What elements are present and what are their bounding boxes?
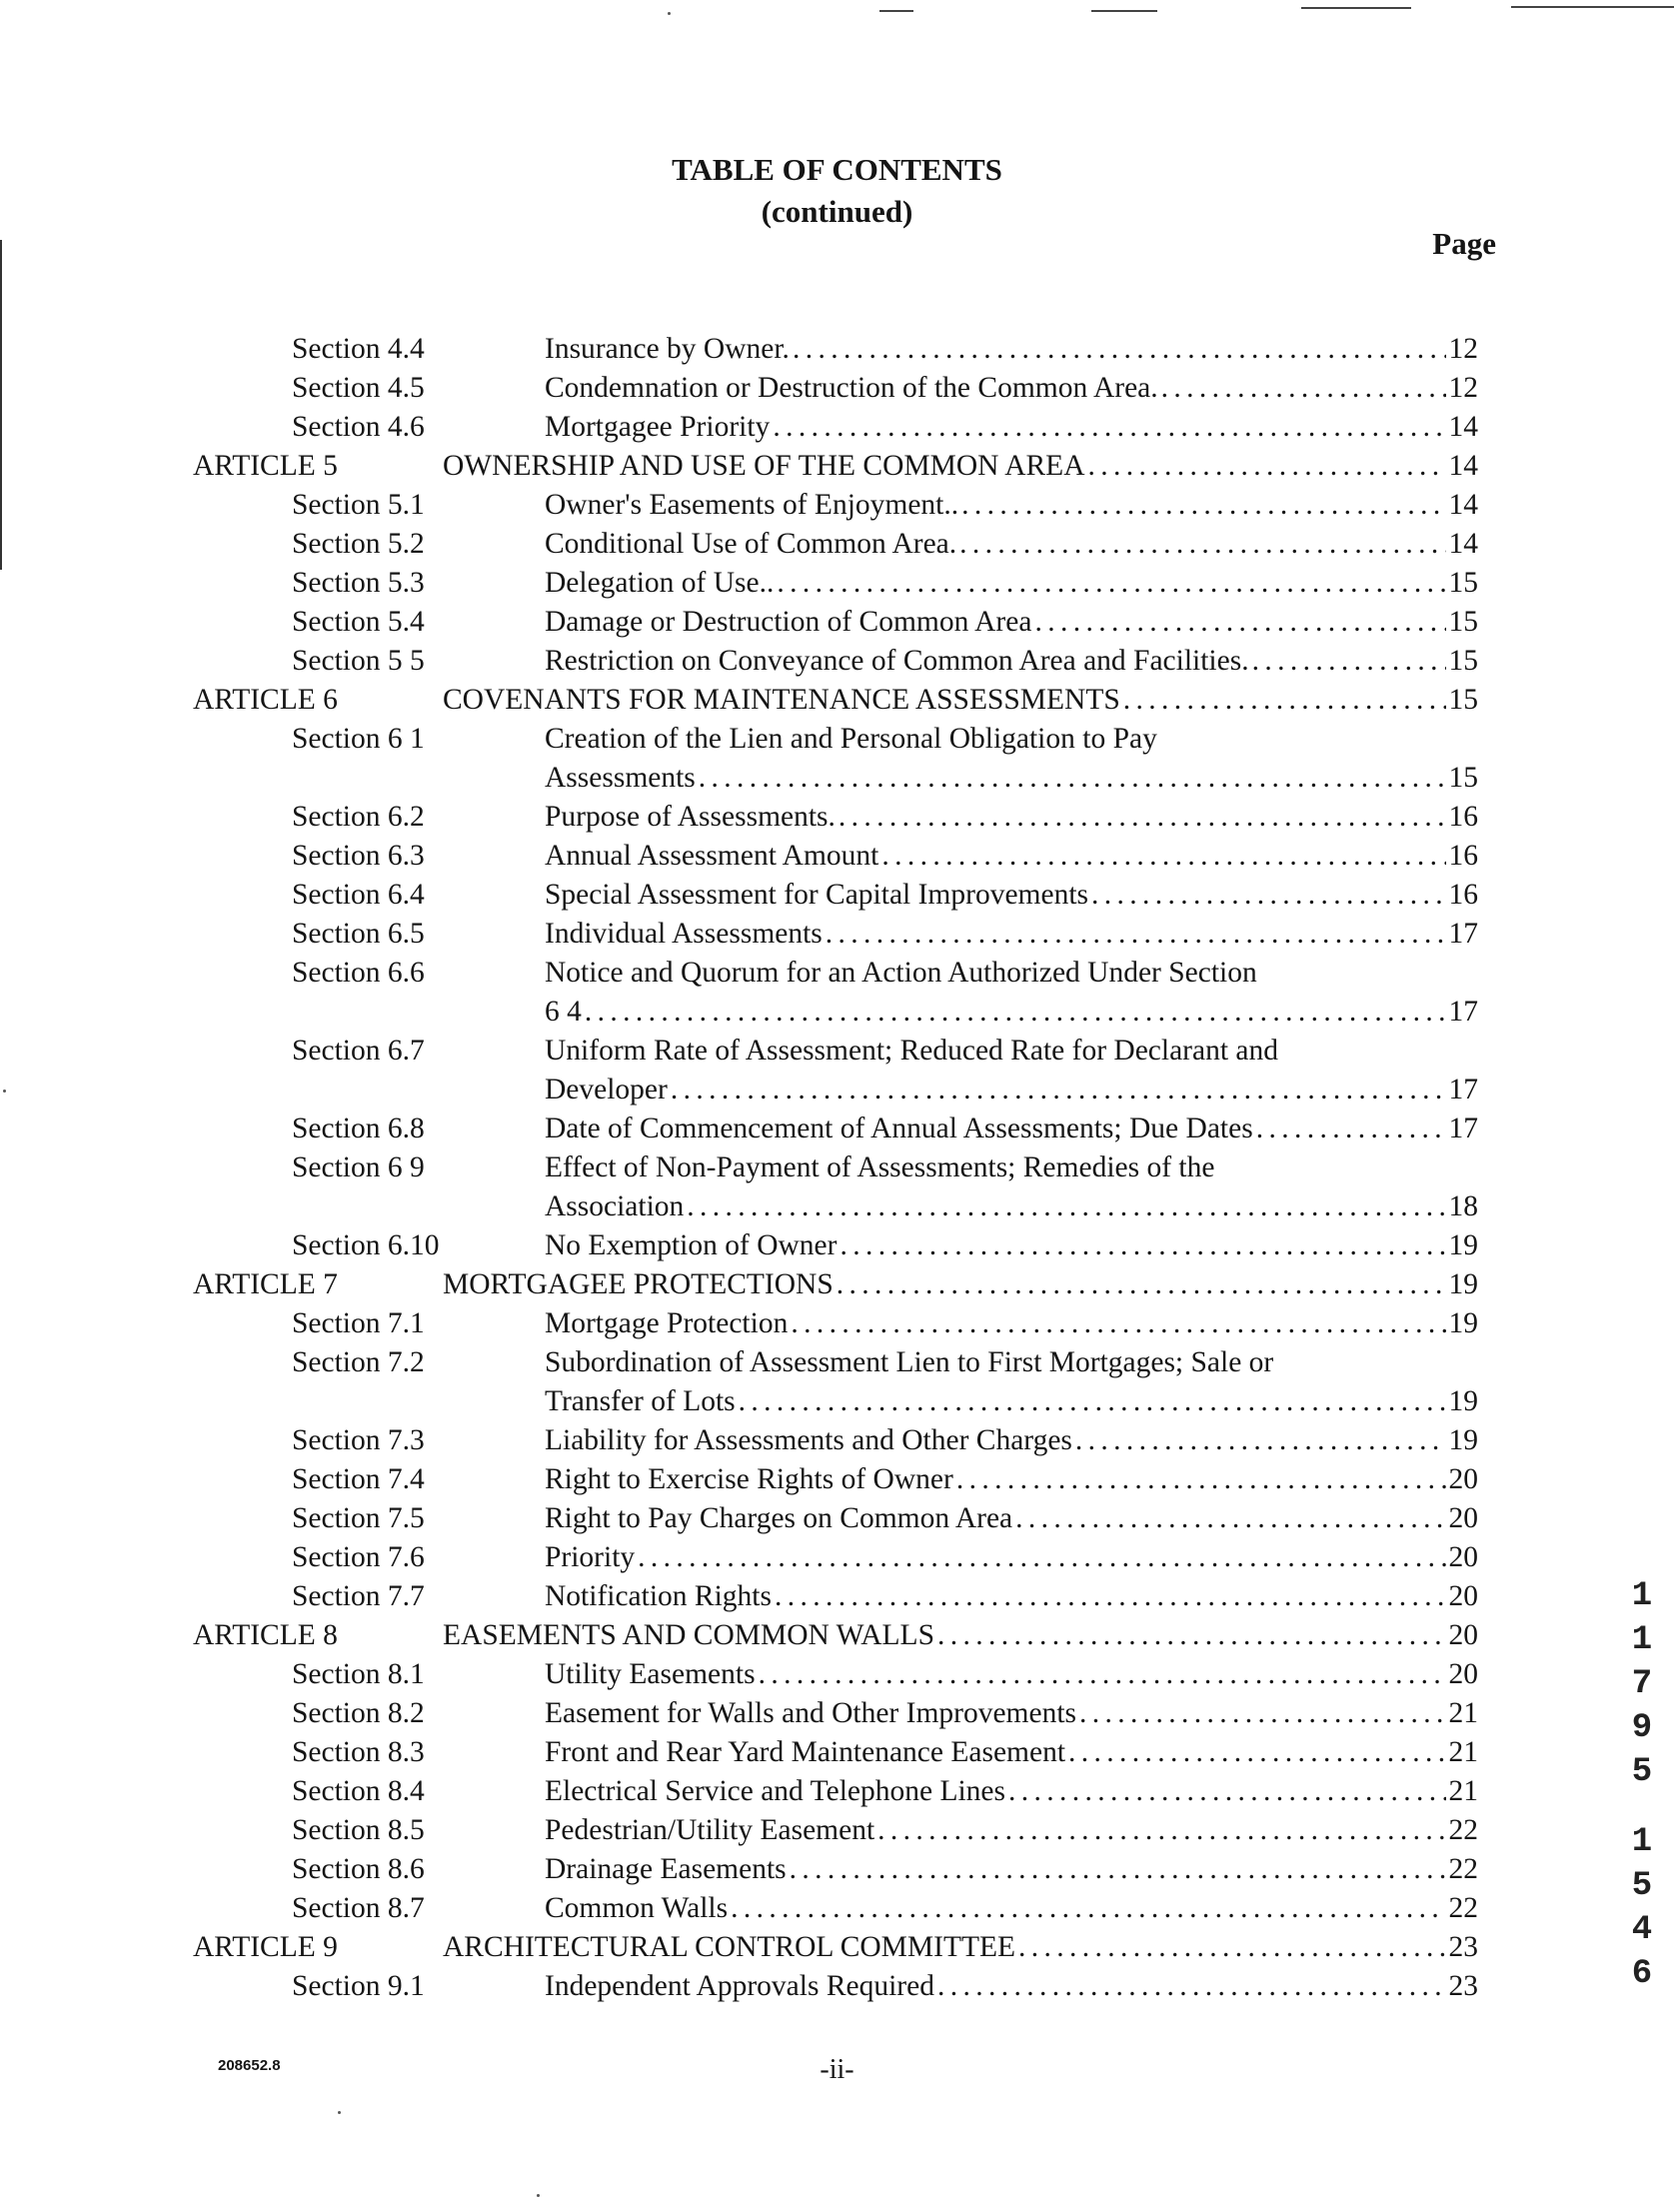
toc-entry-title: EASEMENTS AND COMMON WALLS	[443, 1619, 934, 1651]
toc-entry-page: 15	[1448, 567, 1478, 599]
toc-section-row	[0, 1850, 1674, 1889]
toc-entry-label: Section 8.7	[292, 1892, 425, 1924]
toc-entry-page: 14	[1448, 528, 1478, 560]
dot-leader	[790, 1850, 1446, 1889]
toc-entry-title: Special Assessment for Capital Improvements	[545, 879, 1089, 911]
toc-section-row	[0, 1304, 1674, 1343]
dot-leader	[1079, 1694, 1445, 1733]
toc-section-row	[0, 954, 1674, 1032]
stamp-gap	[1627, 1794, 1657, 1820]
toc-entry-page: 17	[1448, 1112, 1478, 1144]
toc-entry-page: 23	[1448, 1931, 1478, 1963]
toc-entry-page: 12	[1448, 372, 1478, 404]
dot-leader	[699, 759, 1446, 798]
dot-leader	[791, 1304, 1445, 1343]
toc-entry-page: 20	[1448, 1541, 1478, 1573]
toc-entry-title: Mortgage Protection	[545, 1307, 789, 1339]
toc-entry-title: Common Walls	[545, 1892, 729, 1924]
dot-leader	[731, 1889, 1445, 1928]
toc-section-row	[0, 369, 1674, 408]
toc-article-row	[0, 1616, 1674, 1655]
toc-entry-label: Section 6.3	[292, 840, 425, 872]
toc-entry-page: 15	[1448, 645, 1478, 677]
dot-leader	[956, 1460, 1446, 1499]
toc-entry-label: ARTICLE 7	[193, 1268, 338, 1300]
page-title: TABLE OF CONTENTS	[672, 152, 1002, 187]
toc-section-row	[0, 1109, 1674, 1148]
toc-entry-label: Section 7.4	[292, 1463, 425, 1495]
dot-leader	[793, 330, 1446, 369]
toc-entry-page: 21	[1448, 1697, 1478, 1729]
toc-entry-label: Section 6.7	[292, 1035, 425, 1067]
scan-artifact-line	[1091, 10, 1157, 12]
toc-article-row	[0, 447, 1674, 486]
stamp-digit: 4	[1631, 1911, 1653, 1949]
toc-section-row	[0, 1148, 1674, 1226]
dot-leader	[838, 798, 1446, 837]
toc-entry-label: Section 8.6	[292, 1853, 425, 1885]
toc-entry-page: 15	[1448, 606, 1478, 638]
document-code: 208652.8	[218, 2057, 281, 2074]
toc-section-row	[0, 1538, 1674, 1577]
toc-entry-label: Section 4.6	[292, 411, 425, 443]
toc-entry-page: 21	[1448, 1775, 1478, 1807]
toc-entry-label: Section 6 1	[292, 723, 425, 755]
toc-section-row	[0, 1967, 1674, 2006]
toc-entry-title: Effect of Non-Payment of Assessments; Remedies of the	[545, 1151, 1215, 1183]
toc-entry-title: Uniform Rate of Assessment; Reduced Rate for Declarant and	[545, 1035, 1278, 1067]
toc-article-row	[0, 1265, 1674, 1304]
dot-leader	[1075, 1421, 1446, 1460]
toc-entry-page: 22	[1448, 1853, 1478, 1885]
toc-entry-label: Section 7.2	[292, 1346, 425, 1378]
scan-artifact-line	[879, 10, 913, 12]
toc-entry-label: Section 7.7	[292, 1580, 425, 1612]
toc-entry-title: 6 4	[545, 996, 582, 1028]
dot-leader	[877, 1811, 1445, 1850]
dot-leader	[739, 1382, 1446, 1421]
toc-article-row	[0, 1928, 1674, 1967]
toc-entry-title: Annual Assessment Amount	[545, 840, 879, 872]
dot-leader	[1018, 1928, 1445, 1967]
dot-leader	[839, 1226, 1445, 1265]
toc-entry-page: 15	[1448, 684, 1478, 716]
toc-entry-title: No Exemption of Owner	[545, 1229, 837, 1261]
page-number: -ii-	[820, 2054, 854, 2085]
toc-entry-title: Creation of the Lien and Personal Obligation to Pay	[545, 723, 1157, 755]
toc-entry-title: Pedestrian/Utility Easement	[545, 1814, 875, 1846]
dot-leader	[1123, 681, 1446, 720]
dot-leader	[837, 1265, 1446, 1304]
toc-section-row	[0, 330, 1674, 369]
toc-entry-label: Section 5.3	[292, 567, 425, 599]
toc-entry-page: 19	[1448, 1307, 1478, 1339]
toc-article-row	[0, 681, 1674, 720]
toc-section-row	[0, 720, 1674, 798]
dot-leader	[1068, 1733, 1445, 1772]
toc-entry-title: Purpose of Assessments.	[545, 801, 836, 833]
dot-leader	[777, 564, 1445, 603]
dot-leader	[773, 408, 1445, 447]
stamp-digit: 7	[1631, 1665, 1653, 1703]
toc-entry-page: 14	[1448, 411, 1478, 443]
toc-entry-page: 15	[1448, 762, 1478, 794]
dot-leader	[959, 525, 1445, 564]
toc-entry-page: 16	[1448, 840, 1478, 872]
toc-entry-page: 22	[1448, 1814, 1478, 1846]
toc-section-row	[0, 798, 1674, 837]
toc-entry-label: Section 5.4	[292, 606, 425, 638]
toc-entry-label: Section 7.1	[292, 1307, 425, 1339]
toc-entry-page: 19	[1448, 1385, 1478, 1417]
toc-entry-title: Front and Rear Yard Maintenance Easement	[545, 1736, 1066, 1768]
toc-entry-label: Section 8.2	[292, 1697, 425, 1729]
toc-entry-label: Section 6.6	[292, 957, 425, 989]
toc-entry-title: Notice and Quorum for an Action Authorized Under Section	[545, 957, 1257, 989]
toc-entry-label: ARTICLE 9	[193, 1931, 338, 1963]
stamp-digit: 5	[1631, 1867, 1653, 1905]
toc-section-row	[0, 564, 1674, 603]
toc-entry-title: Damage or Destruction of Common Area	[545, 606, 1032, 638]
dot-leader	[1015, 1499, 1445, 1538]
toc-entry-title: Drainage Easements	[545, 1853, 787, 1885]
toc-entry-page: 20	[1448, 1463, 1478, 1495]
toc-entry-page: 16	[1448, 879, 1478, 911]
toc-entry-page: 14	[1448, 489, 1478, 521]
dot-leader	[1088, 447, 1446, 486]
dot-leader	[1256, 1109, 1446, 1148]
toc-entry-title: Priority	[545, 1541, 636, 1573]
toc-entry-page: 17	[1448, 996, 1478, 1028]
scan-speck	[537, 2194, 540, 2197]
toc-section-row	[0, 525, 1674, 564]
toc-section-row	[0, 837, 1674, 876]
toc-entry-page: 16	[1448, 801, 1478, 833]
toc-entry-title: Utility Easements	[545, 1658, 756, 1690]
dot-leader	[1252, 642, 1446, 681]
scan-artifact-line	[1511, 6, 1674, 8]
toc-section-row	[0, 1421, 1674, 1460]
toc-entry-label: Section 7.3	[292, 1424, 425, 1456]
toc-entry-title: Subordination of Assessment Lien to First Mortgages; Sale or	[545, 1346, 1274, 1378]
toc-entry-page: 17	[1448, 1074, 1478, 1106]
dot-leader	[937, 1616, 1446, 1655]
toc-entry-title: ARCHITECTURAL CONTROL COMMITTEE	[443, 1931, 1016, 1963]
dot-leader	[1091, 876, 1445, 915]
toc-section-row	[0, 1499, 1674, 1538]
toc-entry-page: 20	[1448, 1619, 1478, 1651]
toc-entry-title: Easement for Walls and Other Improvements	[545, 1697, 1077, 1729]
toc-entry-page: 20	[1448, 1658, 1478, 1690]
scan-speck	[668, 12, 671, 15]
dot-leader	[585, 993, 1446, 1032]
toc-entry-title: Developer	[545, 1074, 668, 1106]
toc-section-row	[0, 408, 1674, 447]
toc-entry-title: Delegation of Use..	[545, 567, 775, 599]
toc-entry-label: Section 8.5	[292, 1814, 425, 1846]
toc-entry-title: Mortgagee Priority	[545, 411, 771, 443]
toc-entry-title: Insurance by Owner.	[545, 333, 790, 365]
toc-section-row	[0, 1733, 1674, 1772]
toc-section-row	[0, 1577, 1674, 1616]
toc-entry-page: 17	[1448, 918, 1478, 950]
toc-entry-label: Section 6.8	[292, 1112, 425, 1144]
dot-leader	[881, 837, 1445, 876]
toc-section-row	[0, 1655, 1674, 1694]
toc-entry-title: OWNERSHIP AND USE OF THE COMMON AREA	[443, 450, 1085, 482]
toc-entry-page: 14	[1448, 450, 1478, 482]
toc-entry-title: Condemnation or Destruction of the Common Area.	[545, 372, 1158, 404]
stamp-digit: 5	[1631, 1753, 1653, 1791]
toc-section-row	[0, 486, 1674, 525]
toc-entry-label: Section 6.5	[292, 918, 425, 950]
toc-section-row	[0, 1343, 1674, 1421]
toc-entry-title: Association	[545, 1190, 685, 1222]
toc-entry-page: 19	[1448, 1424, 1478, 1456]
toc-entry-label: Section 5.1	[292, 489, 425, 521]
toc-entry-label: Section 6.4	[292, 879, 425, 911]
stamp-digit: 1	[1631, 1621, 1653, 1659]
toc-entry-page: 12	[1448, 333, 1478, 365]
toc-entry-label: Section 8.3	[292, 1736, 425, 1768]
toc-section-row	[0, 1460, 1674, 1499]
toc-entry-title: Transfer of Lots	[545, 1385, 736, 1417]
toc-entry-label: Section 7.5	[292, 1502, 425, 1534]
scan-speck	[338, 2111, 341, 2114]
toc-section-row	[0, 876, 1674, 915]
toc-section-row	[0, 1694, 1674, 1733]
toc-entry-page: 19	[1448, 1229, 1478, 1261]
toc-entry-label: Section 8.4	[292, 1775, 425, 1807]
toc-entry-label: Section 7.6	[292, 1541, 425, 1573]
toc-entry-label: Section 8.1	[292, 1658, 425, 1690]
page-subtitle: (continued)	[761, 194, 913, 229]
toc-entry-title: Electrical Service and Telephone Lines	[545, 1775, 1005, 1807]
stamp-digit: 6	[1631, 1955, 1653, 1993]
toc-entry-label: Section 6.2	[292, 801, 425, 833]
toc-entry-label: Section 4.5	[292, 372, 425, 404]
toc-entry-title: MORTGAGEE PROTECTIONS	[443, 1268, 834, 1300]
dot-leader	[1034, 603, 1445, 642]
toc-entry-title: Notification Rights	[545, 1580, 772, 1612]
toc-entry-title: Owner's Easements of Enjoyment..	[545, 489, 959, 521]
toc-entry-label: ARTICLE 6	[193, 684, 338, 716]
toc-section-row	[0, 1226, 1674, 1265]
scan-artifact-line	[1301, 7, 1411, 9]
margin-stamp	[1627, 1574, 1657, 1996]
dot-leader	[671, 1071, 1446, 1109]
toc-section-row	[0, 642, 1674, 681]
toc-entry-page: 19	[1448, 1268, 1478, 1300]
toc-entry-title: COVENANTS FOR MAINTENANCE ASSESSMENTS	[443, 684, 1120, 716]
toc-entry-title: Date of Commencement of Annual Assessments; Due Dates	[545, 1112, 1253, 1144]
dot-leader	[961, 486, 1445, 525]
dot-leader	[937, 1967, 1446, 2006]
dot-leader	[1008, 1772, 1446, 1811]
toc-entry-title: Independent Approvals Required	[545, 1970, 934, 2002]
toc-entry-label: Section 6.10	[292, 1229, 440, 1261]
dot-leader	[826, 915, 1446, 954]
toc-entry-label: Section 5 5	[292, 645, 425, 677]
dot-leader	[759, 1655, 1446, 1694]
toc-entry-page: 20	[1448, 1580, 1478, 1612]
dot-leader	[1161, 369, 1446, 408]
toc-entry-label: Section 9.1	[292, 1970, 425, 2002]
table-of-contents	[0, 330, 1674, 2006]
toc-entry-page: 20	[1448, 1502, 1478, 1534]
stamp-digit: 1	[1631, 1577, 1653, 1615]
toc-entry-page: 21	[1448, 1736, 1478, 1768]
stamp-digit: 9	[1631, 1709, 1653, 1747]
toc-entry-page: 18	[1448, 1190, 1478, 1222]
stamp-digit: 1	[1631, 1823, 1653, 1861]
toc-entry-label: ARTICLE 5	[193, 450, 338, 482]
toc-entry-label: ARTICLE 8	[193, 1619, 338, 1651]
toc-entry-label: Section 4.4	[292, 333, 425, 365]
toc-section-row	[0, 1772, 1674, 1811]
toc-section-row	[0, 1032, 1674, 1109]
toc-entry-title: Assessments	[545, 762, 696, 794]
page-column-header: Page	[1432, 226, 1496, 261]
toc-entry-title: Restriction on Conveyance of Common Area and Facilities.	[545, 645, 1249, 677]
dot-leader	[638, 1538, 1445, 1577]
toc-section-row	[0, 603, 1674, 642]
toc-section-row	[0, 1811, 1674, 1850]
toc-section-row	[0, 915, 1674, 954]
toc-entry-title: Right to Pay Charges on Common Area	[545, 1502, 1013, 1534]
toc-entry-page: 23	[1448, 1970, 1478, 2002]
toc-section-row	[0, 1889, 1674, 1928]
dot-leader	[775, 1577, 1446, 1616]
toc-entry-title: Individual Assessments	[545, 918, 823, 950]
toc-entry-page: 22	[1448, 1892, 1478, 1924]
toc-entry-title: Conditional Use of Common Area.	[545, 528, 957, 560]
toc-entry-label: Section 6 9	[292, 1151, 425, 1183]
toc-entry-title: Liability for Assessments and Other Charges	[545, 1424, 1072, 1456]
dot-leader	[687, 1187, 1445, 1226]
toc-entry-title: Right to Exercise Rights of Owner	[545, 1463, 953, 1495]
toc-entry-label: Section 5.2	[292, 528, 425, 560]
